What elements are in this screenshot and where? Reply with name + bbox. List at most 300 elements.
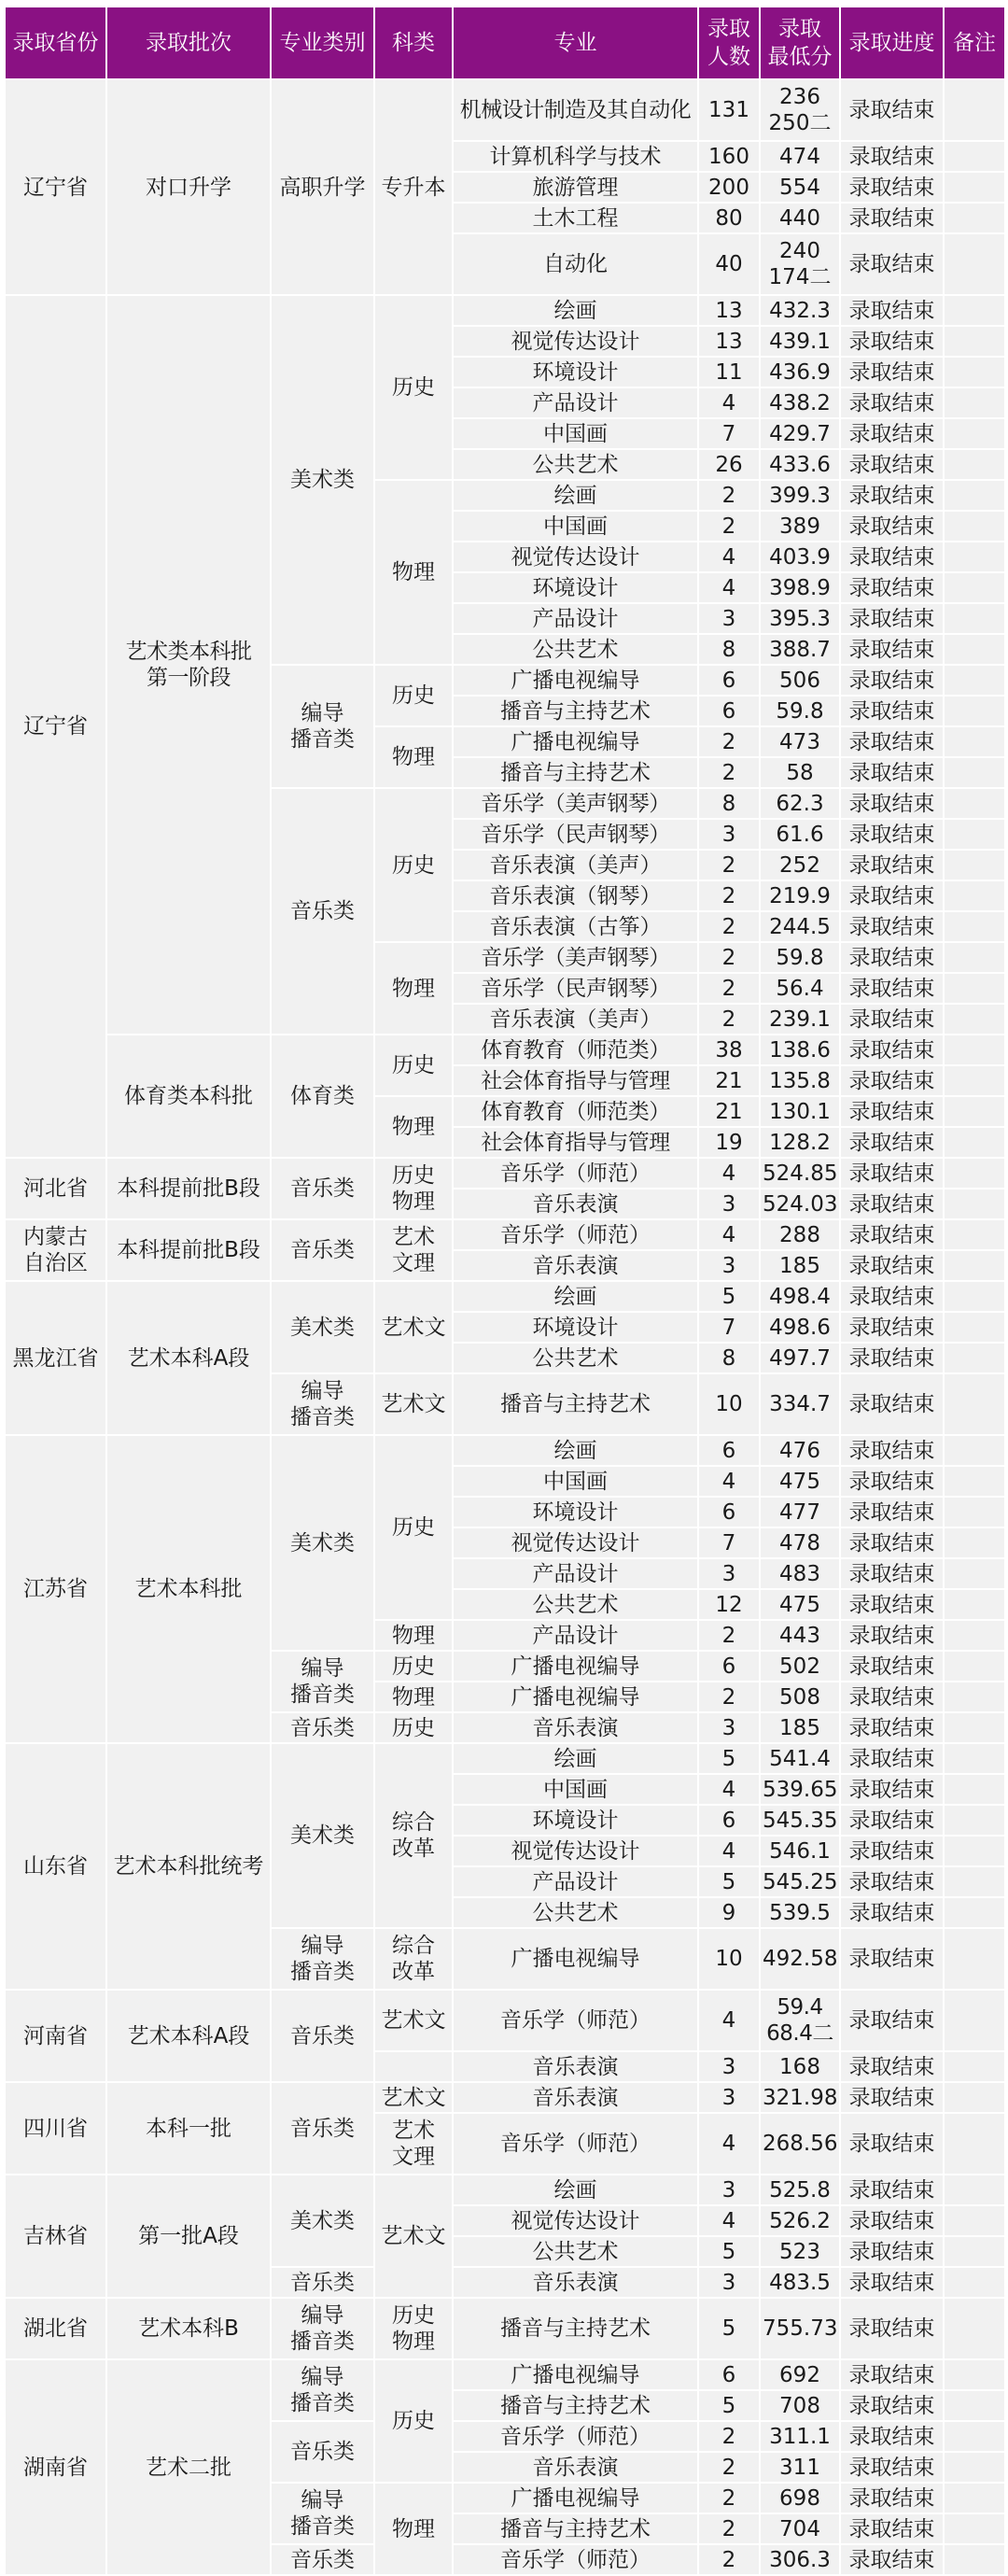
table-cell: 443 — [760, 1620, 840, 1651]
table-cell: 湖南省 — [5, 2359, 106, 2575]
table-cell: 物理 — [374, 2483, 453, 2575]
table-cell: 音乐表演 — [453, 1250, 698, 1281]
table-cell: 4 — [698, 542, 760, 572]
table-cell — [944, 1466, 1005, 1497]
table-cell: 河北省 — [5, 1158, 106, 1219]
table-cell: 497.7 — [760, 1343, 840, 1373]
header-remark: 备注 — [944, 7, 1005, 79]
table-cell: 录取结束 — [840, 696, 944, 726]
table-cell: 录取结束 — [840, 911, 944, 942]
table-cell: 广播电视编导 — [453, 726, 698, 757]
table-cell: 广播电视编导 — [453, 1928, 698, 1990]
table-cell — [944, 2267, 1005, 2298]
table-cell: 9 — [698, 1897, 760, 1928]
table-cell — [944, 418, 1005, 449]
table-cell: 398.9 — [760, 572, 840, 603]
table-cell: 6 — [698, 1651, 760, 1682]
table-cell: 公共艺术 — [453, 634, 698, 665]
table-cell — [944, 141, 1005, 172]
table-cell: 中国画 — [453, 1774, 698, 1805]
table-cell: 5 — [698, 1281, 760, 1312]
table-cell: 江苏省 — [5, 1435, 106, 1743]
table-cell: 音乐类 — [271, 1219, 374, 1281]
table-cell: 498.4 — [760, 1281, 840, 1312]
table-cell: 绘画 — [453, 2175, 698, 2205]
table-cell: 128.2 — [760, 1127, 840, 1158]
table-cell — [944, 603, 1005, 634]
table-cell: 录取结束 — [840, 1836, 944, 1866]
table-cell: 录取结束 — [840, 1219, 944, 1250]
table-cell: 辽宁省 — [5, 79, 106, 295]
table-cell: 3 — [698, 1558, 760, 1589]
table-cell — [944, 2483, 1005, 2513]
table-cell: 6 — [698, 2359, 760, 2390]
table-cell: 历史 — [374, 2359, 453, 2483]
table-cell: 59.8 — [760, 696, 840, 726]
table-cell: 476 — [760, 1435, 840, 1466]
table-cell: 录取结束 — [840, 172, 944, 203]
table-cell: 545.35 — [760, 1805, 840, 1836]
table-cell — [944, 2051, 1005, 2082]
table-cell: 3 — [698, 2175, 760, 2205]
table-cell — [944, 1527, 1005, 1558]
table-cell: 河南省 — [5, 1990, 106, 2082]
table-cell: 311 — [760, 2452, 840, 2483]
table-cell: 本科提前批B段 — [106, 1219, 271, 1281]
table-cell: 视觉传达设计 — [453, 1527, 698, 1558]
table-row — [5, 2175, 1005, 2205]
table-cell: 483 — [760, 1558, 840, 1589]
table-cell: 产品设计 — [453, 1620, 698, 1651]
table-cell: 236 250二 — [760, 79, 840, 141]
table-cell: 录取结束 — [840, 1774, 944, 1805]
table-cell: 录取结束 — [840, 850, 944, 880]
table-cell: 2 — [698, 973, 760, 1004]
table-cell: 艺术二批 — [106, 2359, 271, 2575]
header-row — [5, 7, 1005, 79]
table-cell: 2 — [698, 2544, 760, 2575]
table-cell: 历史 — [374, 788, 453, 942]
header-subject: 科类 — [374, 7, 453, 79]
table-cell: 475 — [760, 1589, 840, 1620]
table-cell: 物理 — [374, 1620, 453, 1651]
table-row — [5, 2082, 1005, 2113]
table-cell: 编导 播音类 — [271, 2359, 374, 2421]
table-cell: 6 — [698, 696, 760, 726]
table-cell: 录取结束 — [840, 2483, 944, 2513]
table-cell — [944, 1928, 1005, 1990]
table-row — [5, 1990, 1005, 2020]
table-row — [5, 1743, 1005, 1774]
table-cell: 音乐表演（古筝） — [453, 911, 698, 942]
table-cell: 录取结束 — [840, 1281, 944, 1312]
table-cell — [944, 942, 1005, 973]
table-cell: 历史 — [374, 295, 453, 480]
table-cell: 音乐类 — [271, 1158, 374, 1219]
table-cell — [944, 1035, 1005, 1065]
table-cell: 音乐类 — [271, 2421, 374, 2483]
table-cell: 432.3 — [760, 295, 840, 326]
table-cell: 美术类 — [271, 295, 374, 665]
header-progress: 录取进度 — [840, 7, 944, 79]
table-cell: 4 — [698, 1219, 760, 1250]
table-cell — [944, 387, 1005, 418]
table-cell: 698 — [760, 2483, 840, 2513]
table-cell — [944, 1004, 1005, 1035]
table-cell: 录取结束 — [840, 2267, 944, 2298]
table-cell: 体育教育（师范类） — [453, 1096, 698, 1127]
table-cell: 8 — [698, 788, 760, 819]
table-cell: 绘画 — [453, 1743, 698, 1774]
table-cell: 音乐表演 — [453, 2051, 698, 2082]
table-cell: 自动化 — [453, 233, 698, 295]
table-cell: 4 — [698, 1466, 760, 1497]
table-cell: 录取结束 — [840, 295, 944, 326]
table-cell — [944, 1651, 1005, 1682]
table-cell: 播音与主持艺术 — [453, 1373, 698, 1435]
table-cell: 21 — [698, 1065, 760, 1096]
table-cell: 4 — [698, 572, 760, 603]
table-cell: 26 — [698, 449, 760, 480]
table-cell: 3 — [698, 2051, 760, 2082]
table-cell: 240 174二 — [760, 233, 840, 295]
table-cell: 3 — [698, 2082, 760, 2113]
table-cell: 计算机科学与技术 — [453, 141, 698, 172]
table-cell: 录取结束 — [840, 1065, 944, 1096]
table-cell: 7 — [698, 1312, 760, 1343]
table-cell: 吉林省 — [5, 2175, 106, 2298]
table-row — [5, 1435, 1005, 1466]
table-cell — [944, 2544, 1005, 2575]
table-cell: 音乐表演（美声） — [453, 1004, 698, 1035]
table-cell — [944, 203, 1005, 233]
table-cell: 音乐类 — [271, 2544, 374, 2575]
table-cell: 2 — [698, 1620, 760, 1651]
table-cell: 体育类本科批 — [106, 1035, 271, 1158]
table-cell — [944, 511, 1005, 542]
table-cell: 视觉传达设计 — [453, 542, 698, 572]
table-cell: 播音与主持艺术 — [453, 2390, 698, 2421]
table-row — [5, 1035, 1005, 1065]
table-cell: 录取结束 — [840, 2421, 944, 2452]
table-cell: 音乐学（民声钢琴） — [453, 973, 698, 1004]
table-cell: 本科一批 — [106, 2082, 271, 2175]
table-cell: 音乐类 — [271, 1712, 374, 1743]
table-cell: 录取结束 — [840, 79, 944, 141]
table-cell — [944, 1743, 1005, 1774]
table-cell: 录取结束 — [840, 233, 944, 295]
table-cell: 社会体育指导与管理 — [453, 1065, 698, 1096]
table-cell: 音乐学（师范） — [453, 2113, 698, 2175]
table-cell: 美术类 — [271, 1281, 374, 1373]
table-cell: 公共艺术 — [453, 449, 698, 480]
table-cell: 录取结束 — [840, 2452, 944, 2483]
table-cell: 音乐类 — [271, 2082, 374, 2175]
table-cell: 历史 — [374, 1712, 453, 1743]
table-cell: 录取结束 — [840, 542, 944, 572]
table-cell: 2 — [698, 757, 760, 788]
table-row — [5, 1281, 1005, 1312]
table-cell: 艺术类本科批 第一阶段 — [106, 295, 271, 1035]
table-cell — [944, 79, 1005, 141]
table-cell: 160 — [698, 141, 760, 172]
table-cell: 高职升学 — [271, 79, 374, 295]
table-cell: 音乐学（师范） — [453, 1990, 698, 2051]
table-row — [5, 2298, 1005, 2329]
table-cell — [944, 850, 1005, 880]
table-cell: 2 — [698, 1682, 760, 1712]
table-cell: 音乐学（民声钢琴） — [453, 819, 698, 850]
table-cell: 508 — [760, 1682, 840, 1712]
table-cell: 录取结束 — [840, 1682, 944, 1712]
table-cell: 录取结束 — [840, 788, 944, 819]
table-cell: 554 — [760, 172, 840, 203]
table-cell: 视觉传达设计 — [453, 2205, 698, 2236]
table-cell — [944, 1712, 1005, 1743]
table-cell: 视觉传达设计 — [453, 326, 698, 357]
table-cell: 4 — [698, 1990, 760, 2051]
table-cell: 478 — [760, 1527, 840, 1558]
table-cell: 录取结束 — [840, 1035, 944, 1065]
table-cell — [944, 1312, 1005, 1343]
table-cell: 编导 播音类 — [271, 665, 374, 788]
table-cell — [944, 1866, 1005, 1897]
table-cell: 506 — [760, 665, 840, 696]
table-cell: 专升本 — [374, 79, 453, 295]
header-province: 录取省份 — [5, 7, 106, 79]
table-cell: 5 — [698, 1866, 760, 1897]
table-cell: 录取结束 — [840, 141, 944, 172]
table-cell: 录取结束 — [840, 1250, 944, 1281]
table-cell: 广播电视编导 — [453, 2483, 698, 2513]
table-cell: 录取结束 — [840, 726, 944, 757]
table-cell: 历史 — [374, 665, 453, 726]
table-cell: 2 — [698, 2452, 760, 2483]
table-cell: 录取结束 — [840, 603, 944, 634]
table-cell: 2 — [698, 2513, 760, 2544]
table-cell: 6 — [698, 1435, 760, 1466]
table-cell: 音乐表演（美声） — [453, 850, 698, 880]
table-cell: 244.5 — [760, 911, 840, 942]
table-cell: 音乐学（师范） — [453, 1219, 698, 1250]
table-cell: 本科提前批B段 — [106, 1158, 271, 1219]
table-cell: 编导 播音类 — [271, 2483, 374, 2544]
table-cell — [944, 911, 1005, 942]
table-cell: 产品设计 — [453, 1866, 698, 1897]
table-cell — [944, 2113, 1005, 2175]
table-cell: 525.8 — [760, 2175, 840, 2205]
table-cell: 311.1 — [760, 2421, 840, 2452]
table-cell: 艺术 文理 — [374, 2113, 453, 2175]
table-cell — [944, 1897, 1005, 1928]
table-cell: 3 — [698, 819, 760, 850]
table-cell: 2 — [698, 880, 760, 911]
table-row — [5, 79, 1005, 110]
table-cell: 5 — [698, 2298, 760, 2359]
table-cell: 录取结束 — [840, 757, 944, 788]
table-cell: 绘画 — [453, 295, 698, 326]
table-cell: 440 — [760, 203, 840, 233]
table-cell: 6 — [698, 1805, 760, 1836]
table-cell: 288 — [760, 1219, 840, 1250]
table-cell — [944, 1219, 1005, 1250]
table-cell: 播音与主持艺术 — [453, 2298, 698, 2359]
table-cell: 395.3 — [760, 603, 840, 634]
table-cell: 录取结束 — [840, 2113, 944, 2175]
table-cell: 湖北省 — [5, 2298, 106, 2359]
table-cell: 录取结束 — [840, 387, 944, 418]
table-cell: 历史 — [374, 1651, 453, 1682]
table-cell: 6 — [698, 1497, 760, 1527]
table-cell: 475 — [760, 1466, 840, 1497]
table-cell: 40 — [698, 233, 760, 295]
table-cell: 物理 — [374, 480, 453, 665]
header-count: 录取 人数 — [698, 7, 760, 79]
table-cell: 19 — [698, 1127, 760, 1158]
table-cell: 708 — [760, 2390, 840, 2421]
table-cell: 5 — [698, 2236, 760, 2267]
table-cell: 2 — [698, 480, 760, 511]
table-cell: 录取结束 — [840, 665, 944, 696]
table-cell: 录取结束 — [840, 973, 944, 1004]
table-cell — [944, 665, 1005, 696]
table-cell: 美术类 — [271, 2175, 374, 2267]
table-cell: 录取结束 — [840, 1373, 944, 1435]
table-cell: 526.2 — [760, 2205, 840, 2236]
table-cell: 录取结束 — [840, 2298, 944, 2359]
table-cell: 录取结束 — [840, 1712, 944, 1743]
table-cell: 56.4 — [760, 973, 840, 1004]
table-cell: 2 — [698, 911, 760, 942]
table-cell: 土木工程 — [453, 203, 698, 233]
header-major: 专业 — [453, 7, 698, 79]
table-cell: 11 — [698, 357, 760, 387]
table-cell: 录取结束 — [840, 480, 944, 511]
header-min-score: 录取 最低分 — [760, 7, 840, 79]
table-cell: 334.7 — [760, 1373, 840, 1435]
table-cell: 中国画 — [453, 1466, 698, 1497]
table-cell — [944, 1836, 1005, 1866]
table-cell: 艺术 文理 — [374, 1219, 453, 1281]
table-cell: 音乐表演（钢琴） — [453, 880, 698, 911]
table-cell: 音乐学（师范） — [453, 1158, 698, 1189]
table-cell: 433.6 — [760, 449, 840, 480]
table-cell: 艺术文 — [374, 1990, 453, 2051]
table-cell: 音乐学（师范） — [453, 2544, 698, 2575]
table-cell: 10 — [698, 1373, 760, 1435]
table-cell: 录取结束 — [840, 2513, 944, 2544]
table-cell: 录取结束 — [840, 449, 944, 480]
table-cell: 体育教育（师范类） — [453, 1035, 698, 1065]
table-cell: 广播电视编导 — [453, 2359, 698, 2390]
table-cell: 59.8 — [760, 942, 840, 973]
table-cell: 439.1 — [760, 326, 840, 357]
table-cell: 8 — [698, 1343, 760, 1373]
table-cell: 山东省 — [5, 1743, 106, 1990]
table-cell — [944, 634, 1005, 665]
table-cell: 录取结束 — [840, 1620, 944, 1651]
table-cell: 2 — [698, 850, 760, 880]
table-cell: 艺术本科A段 — [106, 1281, 271, 1435]
table-cell: 艺术本科A段 — [106, 1990, 271, 2082]
table-cell — [374, 2051, 453, 2082]
table-cell: 4 — [698, 2113, 760, 2175]
table-cell: 2 — [698, 511, 760, 542]
table-cell: 音乐表演 — [453, 1189, 698, 1219]
table-cell: 403.9 — [760, 542, 840, 572]
table-cell: 中国画 — [453, 511, 698, 542]
table-cell — [944, 1620, 1005, 1651]
table-cell: 黑龙江省 — [5, 1281, 106, 1435]
table-cell: 492.58 — [760, 1928, 840, 1990]
table-cell: 艺术本科批统考 — [106, 1743, 271, 1990]
table-cell — [944, 542, 1005, 572]
table-cell: 录取结束 — [840, 2175, 944, 2205]
table-cell: 3 — [698, 1250, 760, 1281]
table-cell: 综合 改革 — [374, 1743, 453, 1928]
table-cell: 历史 物理 — [374, 2298, 453, 2359]
table-cell: 录取结束 — [840, 1558, 944, 1589]
table-cell: 436.9 — [760, 357, 840, 387]
table-cell: 音乐学（美声钢琴） — [453, 788, 698, 819]
table-cell: 音乐类 — [271, 2267, 374, 2298]
table-cell — [944, 1343, 1005, 1373]
table-header — [5, 7, 1005, 79]
table-cell: 62.3 — [760, 788, 840, 819]
table-cell: 录取结束 — [840, 1866, 944, 1897]
table-cell: 中国画 — [453, 418, 698, 449]
table-cell — [944, 788, 1005, 819]
table-cell: 编导 播音类 — [271, 1928, 374, 1990]
table-cell — [944, 2175, 1005, 2205]
table-cell: 录取结束 — [840, 1158, 944, 1189]
table-cell — [944, 326, 1005, 357]
table-cell: 3 — [698, 1189, 760, 1219]
table-cell: 录取结束 — [840, 2390, 944, 2421]
table-cell — [944, 696, 1005, 726]
table-cell: 物理 — [374, 942, 453, 1035]
table-cell: 录取结束 — [840, 1343, 944, 1373]
table-cell — [944, 973, 1005, 1004]
table-cell: 公共艺术 — [453, 2236, 698, 2267]
table-cell: 美术类 — [271, 1743, 374, 1928]
table-cell — [944, 1682, 1005, 1712]
table-cell: 音乐学（美声钢琴） — [453, 942, 698, 973]
table-row — [5, 2359, 1005, 2390]
table-cell: 音乐表演 — [453, 2082, 698, 2113]
table-cell: 录取结束 — [840, 2082, 944, 2113]
table-cell: 4 — [698, 387, 760, 418]
table-cell: 524.03 — [760, 1189, 840, 1219]
table-cell: 6 — [698, 665, 760, 696]
table-cell: 旅游管理 — [453, 172, 698, 203]
table-cell: 产品设计 — [453, 603, 698, 634]
table-cell: 录取结束 — [840, 2359, 944, 2390]
table-cell: 艺术本科B — [106, 2298, 271, 2359]
table-row — [5, 1158, 1005, 1189]
table-cell: 546.1 — [760, 1836, 840, 1866]
table-cell: 历史 — [374, 1435, 453, 1620]
table-cell — [944, 2236, 1005, 2267]
table-cell: 播音与主持艺术 — [453, 757, 698, 788]
table-cell — [944, 1189, 1005, 1219]
table-cell: 10 — [698, 1928, 760, 1990]
table-cell — [944, 1774, 1005, 1805]
table-cell: 录取结束 — [840, 942, 944, 973]
table-cell: 2 — [698, 726, 760, 757]
table-cell: 704 — [760, 2513, 840, 2544]
table-cell: 音乐类 — [271, 788, 374, 1035]
